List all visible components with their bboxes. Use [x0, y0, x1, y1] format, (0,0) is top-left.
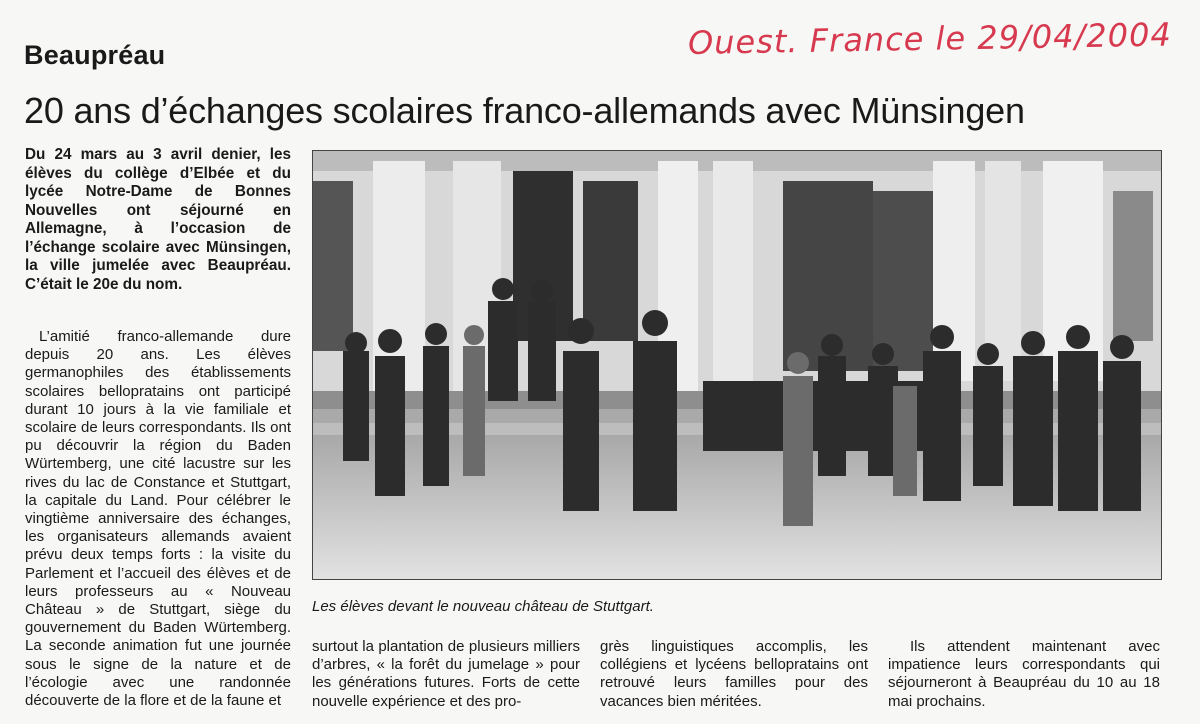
photo-caption: Les élèves devant le nouveau château de Stuttgart. — [312, 598, 654, 615]
column-4-text: Ils attendent maintenant avec impatience leurs correspondants qui séjourneront à Beaupréau du 10 au 18 mai prochains. — [888, 638, 1160, 710]
article-column-1 — [25, 328, 291, 710]
article-column-3 — [600, 638, 868, 711]
column-2-text: surtout la plantation de plusieurs milliers d’arbres, « la forêt du jumelage » pour les générations futures. Forts de cette nouvelle expérience et des pro- — [312, 638, 580, 710]
article-column-4 — [888, 638, 1160, 711]
article-location: Beaupréau — [24, 40, 166, 70]
article-lead: Du 24 mars au 3 avril denier, les élèves du collège d’Elbée et du lycée Notre-Dame de Bonnes Nouvelles ont séjourné en Allemagne, à l’occasion de l’échange scolaire avec Münsingen, la ville jumelée avec Beaupréau. C’était le 20e du nom. — [25, 146, 291, 293]
photo-illustration — [313, 151, 1161, 579]
column-3-text: grès linguistiques accomplis, les collégiens et lycéens bellopratains ont retrouvé leurs familles pour des vacances bien méritées. — [600, 638, 868, 710]
article-photo — [312, 150, 1162, 580]
article-column-2 — [312, 638, 580, 711]
column-1-text: L’amitié franco-allemande dure depuis 20 ans. Les élèves germanophiles des établissements scolaires bellopratains ont participé durant 10 jours à la vie familiale et scolaire de leurs correspondants. Ils ont pu découvrir la région du Baden Würtemberg, une cité lacustre sur les rives du lac de Constance et Stuttgart, la capitale du Land. Pour célébrer le vingtième anniversaire des échanges, les organisateurs allemands avaient prévu deux temps forts : la visite du Parlement et l’accueil des élèves et de leurs professeurs au « Nouveau Château » de Stuttgart, siège du gouvernement du Baden Würtemberg. La seconde animation fut une journée sous le signe de la nature et de l’écologie avec une randonnée découverte de la flore et de la faune et — [25, 328, 291, 710]
article-headline: 20 ans d’échanges scolaires franco-allemands avec Münsingen — [24, 90, 1025, 131]
handwritten-source-annotation: Ouest. France le 29/04/2004 — [687, 15, 1173, 62]
